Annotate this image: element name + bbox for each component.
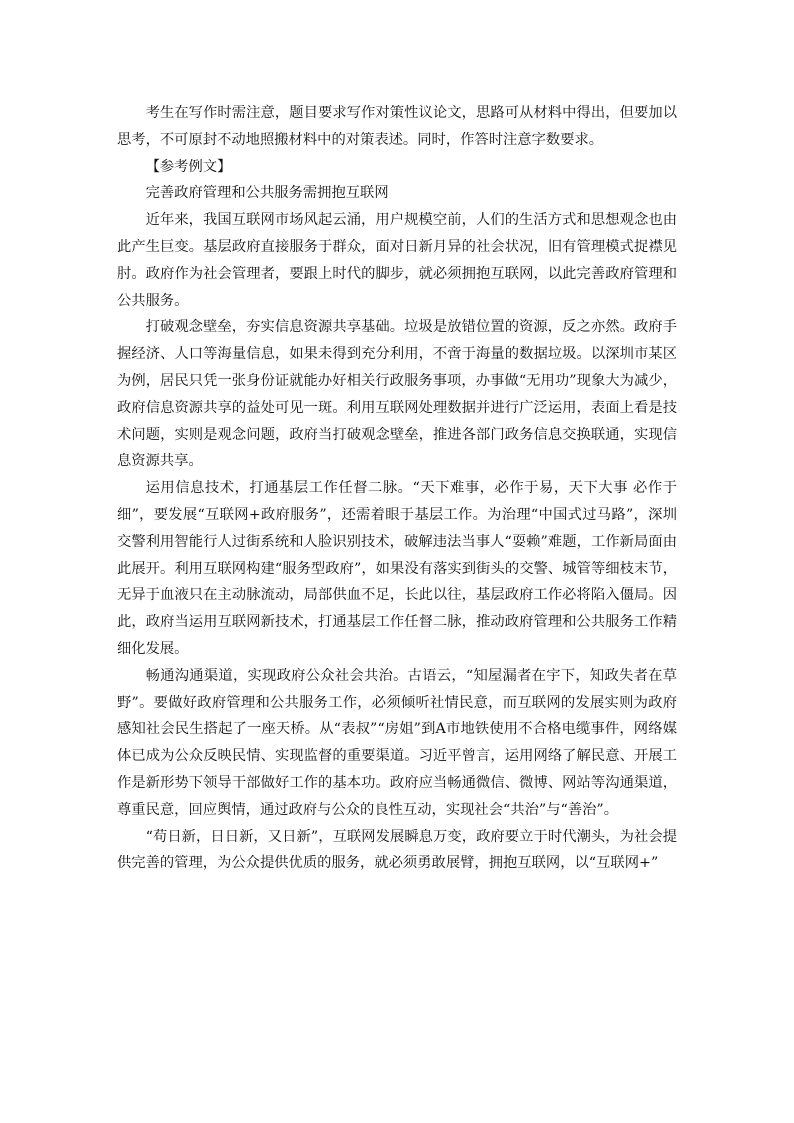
essay-paragraph-intro: 近年来，我国互联网市场风起云涌，用户规模空前，人们的生活方式和思想观念也由此产生巨变。基层政府直接服务于群众，面对日新月异的社会状况，旧有管理模式捉襟见肘。政府作为社会管理者，要跟上时代的脚步，就必须拥抱互联网，以此完善政府管理和公共服务。 xyxy=(117,212,677,309)
essay-paragraph-2: 运用信息技术，打通基层工作任督二脉。“天下难事，必作于易，天下大事 必作于细”，要发展“互联网+政府服务”，还需着眼于基层工作。为治理“中国式过马路”，深圳交警利用智能行人过街系统和人脸识别技术，破解违法当事人“耍赖”难题，工作新局面由此展开。利用互联网构建“服务型政府”，如果没有落实到街头的交警、城管等细枝末节，无异于血液只在主动脉流动，局部供血不足，长此以往，基层政府工作必将陷入僵局。因此，政府当运用互联网新技术，打通基层工作任督二脉，推动政府管理和公共服务工作精细化发展。 xyxy=(117,480,677,657)
reference-essay-label: 【参考例文】 xyxy=(145,158,232,175)
intro-paragraph: 考生在写作时需注意，题目要求写作对策性议论文，思路可从材料中得出，但要加以思考，不可原封不动地照搬材料中的对策表述。同时，作答时注意字数要求。 xyxy=(117,105,677,148)
essay-paragraph-3: 畅通沟通渠道，实现政府公众社会共治。古语云，“知屋漏者在宇下，知政失者在草野”。要做好政府管理和公共服务工作，必须倾听社情民意，而互联网的发展实则为政府感知社会民生搭起了一座天桥。从“表叔”“房姐”到A市地铁使用不合格电缆事件，网络媒体已成为公众反映民情、实现监督的重要渠道。习近平曾言，运用网络了解民意、开展工作是新形势下领导干部做好工作的基本功。政府应当畅通微信、微博、网站等沟通渠道，尊重民意，回应舆情，通过政府与公众的良性互动，实现社会“共治”与“善治”。 xyxy=(117,667,677,818)
essay-paragraph-1: 打破观念壁垒，夯实信息资源共享基础。垃圾是放错位置的资源，反之亦然。政府手握经济、人口等海量信息，如果未得到充分利用，不啻于海量的数据垃圾。以深圳市某区为例，居民只凭一张身份证就能办好相关行政服务事项，办事做“无用功”现象大为减少，政府信息资源共享的益处可见一斑。利用互联网处理数据并进行广泛运用，表面上看是技术问题，实则是观念问题，政府当打破观念壁垒，推进各部门政务信息交换联通，实现信息资源共享。 xyxy=(117,319,677,470)
document-body xyxy=(117,100,677,877)
essay-paragraph-conclusion: “苟日新，日日新，又日新”，互联网发展瞬息万变，政府要立于时代潮头，为社会提供完善的管理，为公众提供优质的服务，就必须勇敢展臂，拥抱互联网，以“互联网+” xyxy=(117,828,677,872)
essay-title: 完善政府管理和公共服务需拥抱互联网 xyxy=(145,185,389,202)
